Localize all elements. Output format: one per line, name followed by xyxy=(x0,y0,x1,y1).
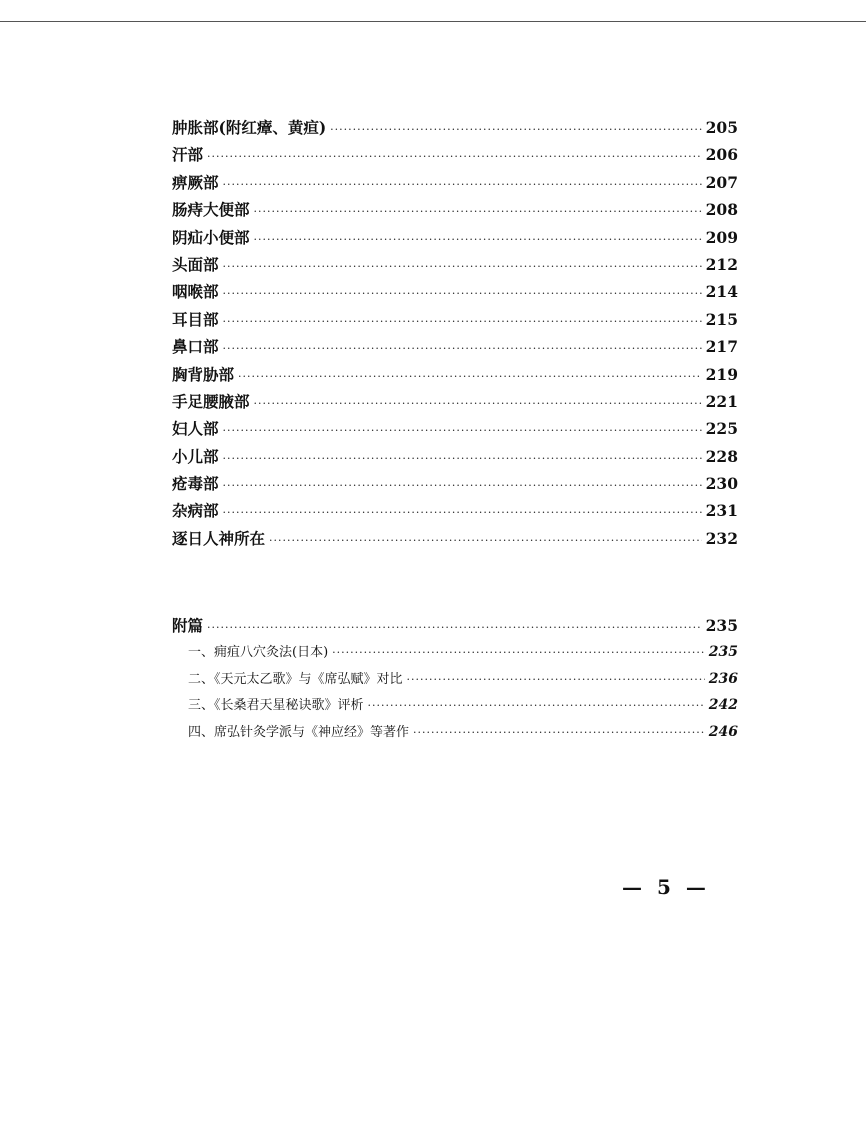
leader-dots xyxy=(223,506,702,519)
top-rule xyxy=(0,21,866,22)
toc-entry[interactable] xyxy=(172,335,738,362)
leader-dots xyxy=(238,370,702,383)
entry-page: 235 xyxy=(705,616,738,635)
leader-dots xyxy=(269,534,702,547)
toc-entry[interactable] xyxy=(172,280,738,307)
toc-entry[interactable] xyxy=(172,641,738,668)
entry-title: 三、《长桑君天星秘诀歌》评析 xyxy=(188,698,364,714)
leader-dots xyxy=(254,397,702,410)
toc-entry[interactable] xyxy=(172,198,738,225)
entry-title: 汗部 xyxy=(172,145,204,165)
entry-page: 215 xyxy=(705,309,738,329)
toc-list xyxy=(172,116,738,554)
toc-entry[interactable] xyxy=(172,445,738,472)
leader-dots xyxy=(207,621,702,634)
leader-dots xyxy=(330,123,701,136)
toc-entry[interactable] xyxy=(172,668,738,695)
entry-page: 219 xyxy=(705,364,738,384)
toc-entry[interactable] xyxy=(172,417,738,444)
entry-page: 208 xyxy=(705,200,738,220)
leader-dots xyxy=(223,424,702,437)
entry-title: 四、席弘针灸学派与《神应经》等著作 xyxy=(188,724,410,740)
leader-dots xyxy=(368,699,705,712)
entry-title: 耳目部 xyxy=(172,309,219,329)
entry-title: 疮毒部 xyxy=(172,474,219,494)
toc-entry[interactable] xyxy=(172,390,738,417)
leader-dots xyxy=(254,233,702,246)
entry-title: 痹厥部 xyxy=(172,172,219,192)
entry-title: 阴疝小便部 xyxy=(172,227,250,247)
entry-title: 小儿部 xyxy=(172,446,219,466)
entry-page: 217 xyxy=(705,337,738,357)
page-number: — 5 — xyxy=(622,875,710,899)
leader-dots xyxy=(223,178,702,191)
entry-page: 232 xyxy=(705,528,738,548)
leader-dots xyxy=(223,479,702,492)
leader-dots xyxy=(413,726,705,739)
entry-page: 225 xyxy=(705,419,738,439)
leader-dots xyxy=(207,150,702,163)
toc-entry-appendix[interactable] xyxy=(172,614,738,641)
toc-entry[interactable] xyxy=(172,527,738,554)
entry-page: 206 xyxy=(705,145,738,165)
entry-title: 附篇 xyxy=(172,616,204,635)
leader-dots xyxy=(223,287,702,300)
appendix-section xyxy=(172,614,738,747)
toc-entry[interactable] xyxy=(172,308,738,335)
entry-title: 鼻口部 xyxy=(172,337,219,357)
toc-entry[interactable] xyxy=(172,171,738,198)
entry-title: 咽喉部 xyxy=(172,282,219,302)
leader-dots xyxy=(223,260,702,273)
entry-page: 228 xyxy=(705,446,738,466)
toc-entry[interactable] xyxy=(172,143,738,170)
toc-entry[interactable] xyxy=(172,253,738,280)
entry-title: 肿胀部(附红瘴、黄疸) xyxy=(172,118,327,137)
leader-dots xyxy=(223,342,702,355)
toc-entry[interactable] xyxy=(172,472,738,499)
entry-title: 手足腰腋部 xyxy=(172,391,250,411)
toc-entry[interactable] xyxy=(172,363,738,390)
toc-entry[interactable] xyxy=(172,721,738,748)
entry-title: 头面部 xyxy=(172,254,219,274)
entry-page: 221 xyxy=(705,391,738,411)
entry-page: 236 xyxy=(708,670,738,687)
appendix-items xyxy=(172,641,738,747)
entry-page: 212 xyxy=(705,254,738,274)
entry-title: 杂病部 xyxy=(172,501,219,521)
leader-dots xyxy=(223,452,702,465)
toc-entry[interactable] xyxy=(172,226,738,253)
entry-page: 235 xyxy=(708,644,738,661)
entry-page: 207 xyxy=(705,172,738,192)
leader-dots xyxy=(332,646,705,659)
leader-dots xyxy=(254,205,702,218)
entry-page: 209 xyxy=(705,227,738,247)
entry-page: 246 xyxy=(708,723,738,740)
toc-entry[interactable] xyxy=(172,499,738,526)
entry-title: 妇人部 xyxy=(172,419,219,439)
entry-page: 230 xyxy=(705,474,738,494)
entry-title: 一、痈疽八穴灸法(日本) xyxy=(188,645,329,661)
entry-title: 二、《天元太乙歌》与《席弘赋》对比 xyxy=(188,671,403,687)
toc-entry[interactable] xyxy=(172,116,738,143)
entry-page: 214 xyxy=(705,282,738,302)
entry-page: 242 xyxy=(708,697,738,714)
entry-title: 胸背胁部 xyxy=(172,364,235,384)
entry-page: 205 xyxy=(705,118,738,137)
toc-entry[interactable] xyxy=(172,694,738,721)
entry-page: 231 xyxy=(705,501,738,521)
leader-dots xyxy=(223,315,702,328)
entry-title: 肠痔大便部 xyxy=(172,200,250,220)
leader-dots xyxy=(407,673,705,686)
entry-title: 逐日人神所在 xyxy=(172,528,266,548)
